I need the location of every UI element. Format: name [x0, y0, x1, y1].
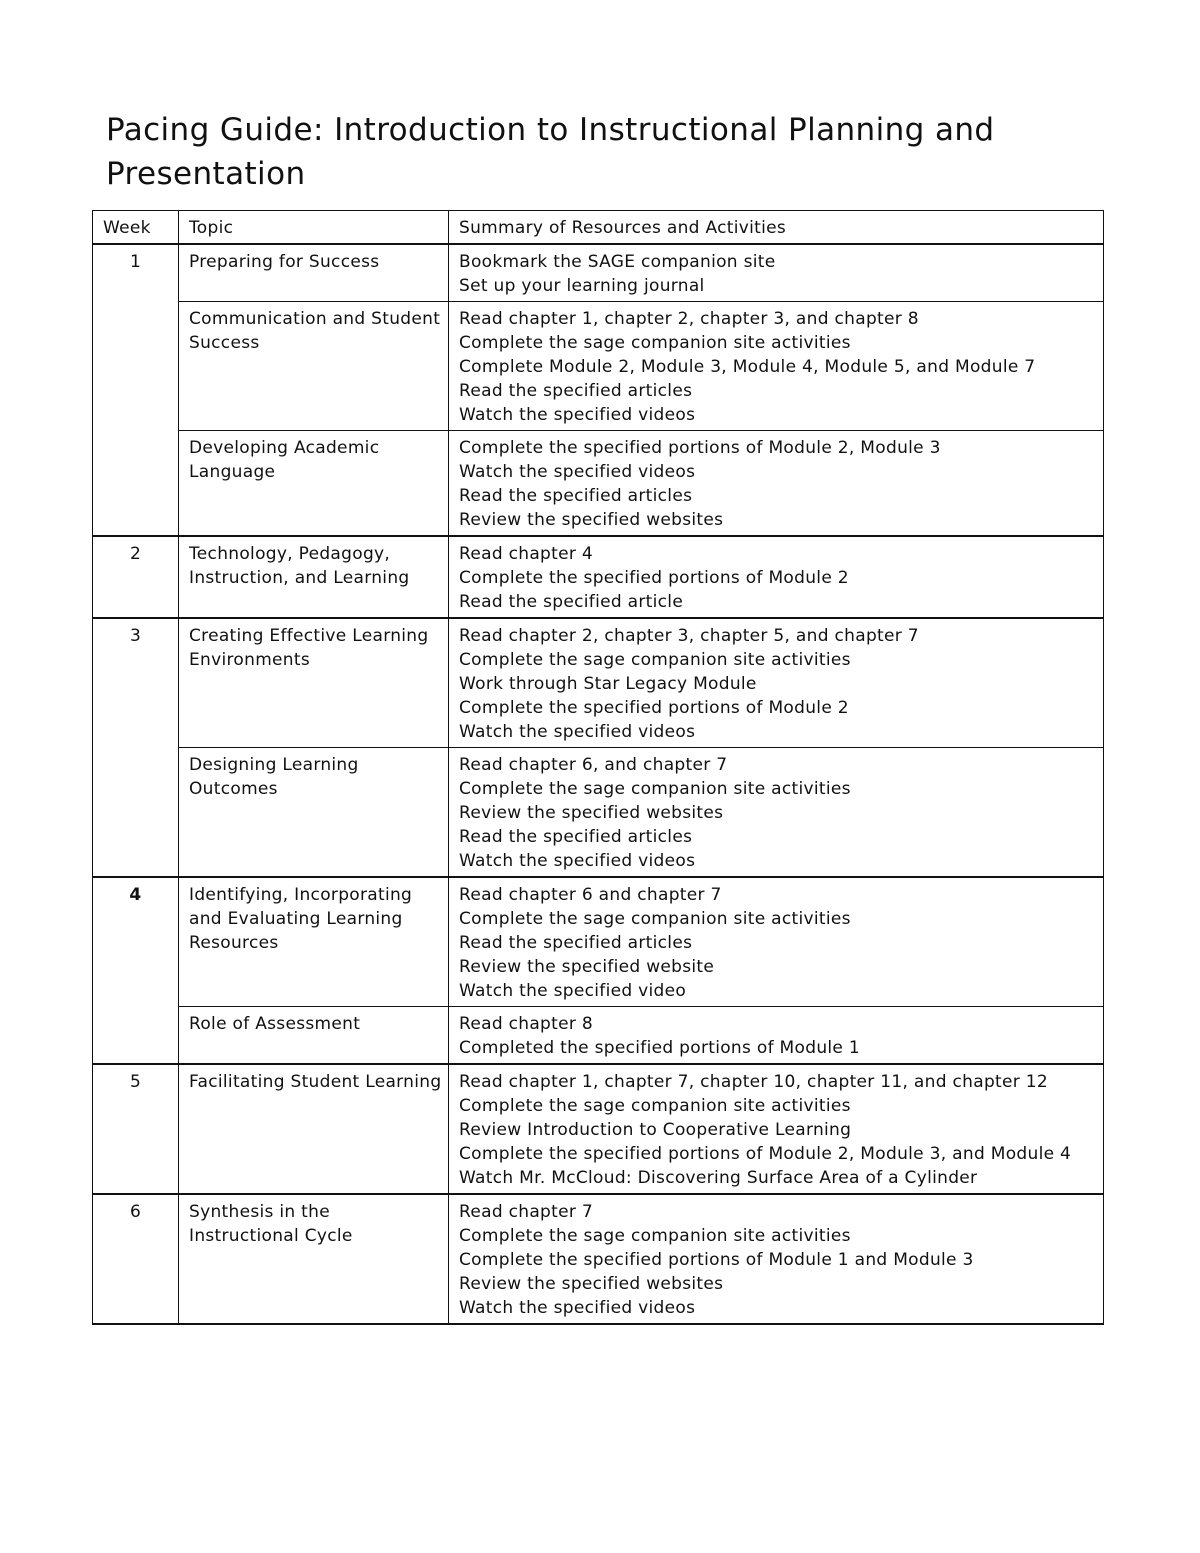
activity-item: Watch the specified videos — [459, 851, 696, 871]
activity-item: Review the specified websites — [459, 510, 724, 530]
activity-item: Read chapter 1, chapter 7, chapter 10, chapter 11, and chapter 12 — [459, 1072, 1048, 1092]
summary-cell — [449, 1007, 1104, 1065]
activity-item: Watch Mr. McCloud: Discovering Surface Area of a Cylinder — [459, 1168, 978, 1188]
activity-item: Set up your learning journal — [459, 276, 705, 296]
table-row — [93, 1007, 1104, 1065]
activity-item: Complete the specified portions of Module 2 — [459, 568, 849, 588]
activity-item: Read the specified articles — [459, 486, 693, 506]
activity-item: Watch the specified video — [459, 981, 687, 1001]
summary-cell — [449, 244, 1104, 302]
week-number: 4 — [93, 877, 179, 1064]
week-number: 3 — [93, 618, 179, 877]
table-row — [93, 1194, 1104, 1324]
table-row — [93, 302, 1104, 431]
table-row — [93, 877, 1104, 1007]
activity-item: Review the specified websites — [459, 803, 724, 823]
topic-cell: Facilitating Student Learning — [179, 1064, 449, 1194]
activity-item: Complete the sage companion site activities — [459, 650, 851, 670]
activity-item: Read chapter 7 — [459, 1202, 593, 1222]
table-row — [93, 536, 1104, 618]
table-row — [93, 1064, 1104, 1194]
activity-item: Read the specified article — [459, 592, 684, 612]
activity-item: Complete the specified portions of Module 2, Module 3 — [459, 438, 941, 458]
week-number: 5 — [93, 1064, 179, 1194]
week-number: 1 — [93, 244, 179, 536]
summary-cell — [449, 1194, 1104, 1324]
activity-item: Read chapter 6, and chapter 7 — [459, 755, 728, 775]
topic-cell: Communication and Student Success — [179, 302, 449, 431]
week-number: 6 — [93, 1194, 179, 1324]
activity-item: Complete the sage companion site activities — [459, 779, 851, 799]
activity-item: Review the specified website — [459, 957, 715, 977]
summary-column-header: Summary of Resources and Activities — [449, 211, 1104, 245]
activity-item: Complete the sage companion site activities — [459, 333, 851, 353]
activity-item: Review Introduction to Cooperative Learning — [459, 1120, 852, 1140]
activity-item: Complete Module 2, Module 3, Module 4, Module 5, and Module 7 — [459, 357, 1036, 377]
activity-item: Watch the specified videos — [459, 462, 696, 482]
topic-cell: Identifying, Incorporating and Evaluating Learning Resources — [179, 877, 449, 1007]
topic-cell: Creating Effective Learning Environments — [179, 618, 449, 748]
summary-cell — [449, 748, 1104, 878]
summary-cell — [449, 618, 1104, 748]
activity-item: Read chapter 2, chapter 3, chapter 5, and chapter 7 — [459, 626, 919, 646]
activity-item: Review the specified websites — [459, 1274, 724, 1294]
summary-cell — [449, 431, 1104, 537]
pacing-guide-table — [92, 210, 1104, 1325]
page-title: Pacing Guide: Introduction to Instructional Planning and Presentation — [106, 112, 995, 192]
activity-item: Read chapter 4 — [459, 544, 593, 564]
table-row — [93, 618, 1104, 748]
activity-item: Watch the specified videos — [459, 1298, 696, 1318]
activity-item: Complete the sage companion site activities — [459, 909, 851, 929]
activity-item: Bookmark the SAGE companion site — [459, 252, 776, 272]
activity-item: Complete the sage companion site activities — [459, 1226, 851, 1246]
summary-cell — [449, 536, 1104, 618]
table-row — [93, 748, 1104, 878]
topic-cell: Technology, Pedagogy, Instruction, and Learning — [179, 536, 449, 618]
topic-column-header: Topic — [179, 211, 449, 245]
activity-item: Complete the specified portions of Module 1 and Module 3 — [459, 1250, 974, 1270]
activity-item: Watch the specified videos — [459, 405, 696, 425]
week-column-header: Week — [93, 211, 179, 245]
table-header-row — [93, 211, 1104, 245]
activity-item: Complete the specified portions of Module 2 — [459, 698, 849, 718]
activity-item: Work through Star Legacy Module — [459, 674, 757, 694]
activity-item: Read the specified articles — [459, 381, 693, 401]
topic-cell: Preparing for Success — [179, 244, 449, 302]
activity-item: Completed the specified portions of Module 1 — [459, 1038, 860, 1058]
activity-item: Read chapter 8 — [459, 1014, 593, 1034]
activity-item: Read chapter 6 and chapter 7 — [459, 885, 722, 905]
summary-cell — [449, 1064, 1104, 1194]
activity-item: Complete the specified portions of Module 2, Module 3, and Module 4 — [459, 1144, 1072, 1164]
week-number: 2 — [93, 536, 179, 618]
table-row — [93, 244, 1104, 302]
topic-cell: Synthesis in the Instructional Cycle — [179, 1194, 449, 1324]
activity-item: Watch the specified videos — [459, 722, 696, 742]
table-row — [93, 431, 1104, 537]
activity-item: Read the specified articles — [459, 933, 693, 953]
activity-item: Read the specified articles — [459, 827, 693, 847]
topic-cell: Designing Learning Outcomes — [179, 748, 449, 878]
activity-item: Complete the sage companion site activities — [459, 1096, 851, 1116]
summary-cell — [449, 877, 1104, 1007]
topic-cell: Role of Assessment — [179, 1007, 449, 1065]
activity-item: Read chapter 1, chapter 2, chapter 3, and chapter 8 — [459, 309, 919, 329]
summary-cell — [449, 302, 1104, 431]
topic-cell: Developing Academic Language — [179, 431, 449, 537]
